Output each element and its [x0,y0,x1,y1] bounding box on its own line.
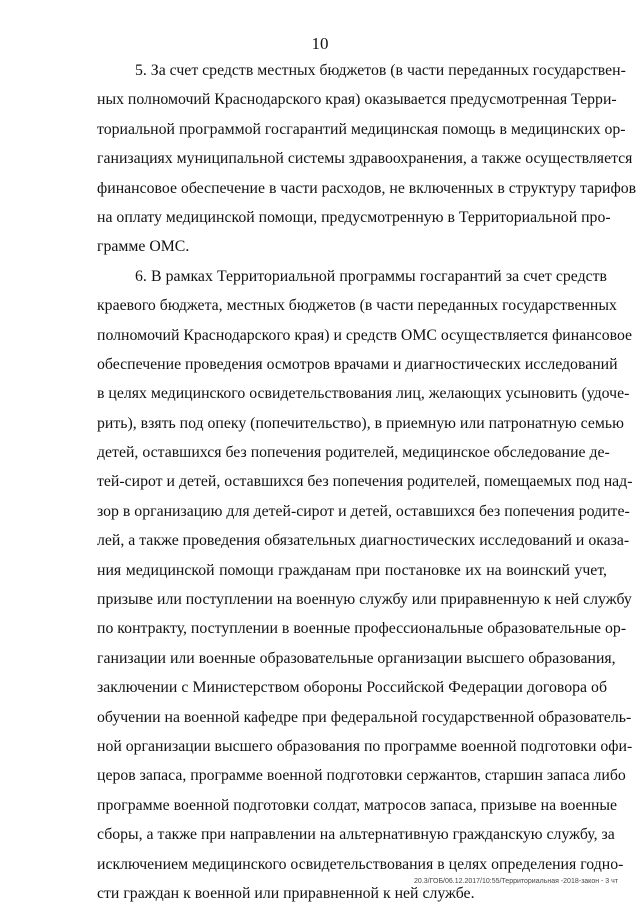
text-line: призыве или поступлении на военную службу или приравненную к ней службу [97,591,632,609]
text-line: сборы, а также при направлении на альтернативную гражданскую службу, за [97,826,615,844]
text-line: тей-сирот и детей, оставшихся без попечения родителей, помещаемых под над- [97,473,633,491]
text-line: обучении на военной кафедре при федеральной государственной образователь- [97,708,632,726]
text-line: ганизациях муниципальной системы здравоохранения, а также осуществляется [97,150,633,168]
text-line: 5. За счет средств местных бюджетов (в части переданных государствен- [135,62,626,79]
text-line: на оплату медицинской помощи, предусмотренную в Территориальной про- [97,208,611,226]
text-line: краевого бюджета, местных бюджетов (в части переданных государственных [97,297,617,315]
text-line: заключении с Министерством обороны Российской Федерации договора об [97,679,607,697]
document-body [97,56,637,908]
text-line: церов запаса, программе военной подготовки сержантов, старшин запаса либо [97,767,626,785]
text-line: лей, а также проведения обязательных диагностических исследований и оказа- [97,532,630,550]
page-number: 10 [311,34,329,53]
text-line: обеспечение проведения осмотров врачами и диагностических исследований [97,355,618,373]
text-line: сти граждан к военной или приравненной к ней службе. [97,884,475,902]
text-line: финансовое обеспечение в части расходов, не включенных в структуру тарифов [97,179,637,197]
paragraph-6 [97,262,633,908]
text-line: программе военной подготовки солдат, матросов запаса, призыве на военные [97,796,618,814]
text-line: в целях медицинского освидетельствования лиц, желающих усыновить (удоче- [97,385,630,403]
text-line: детей, оставшихся без попечения родителей, медицинское обследование де- [97,444,610,462]
paragraph-5 [97,56,637,262]
text-line: ной организации высшего образования по программе военной подготовки офи- [97,737,633,755]
text-line: ных полномочий Краснодарского края) оказывается предусмотренная Терри- [97,91,617,109]
text-line: по контракту, поступлении в военные профессиональные образовательные ор- [97,620,627,638]
text-line: ния медицинской помощи гражданам при постановке их на воинский учет, [97,561,607,579]
document-footer-stamp: 20.3/ГОБ/06.12.2017/10:55/Территориальная -2018-закон - 3 чт [414,878,618,885]
text-line: грамме ОМС. [97,238,190,256]
text-line: ганизации или военные образовательные организации высшего образования, [97,649,616,667]
text-line: исключением медицинского освидетельствования в целях определения годно- [97,855,624,873]
text-line: зор в организацию для детей-сирот и детей, оставшихся без попечения родите- [97,502,630,520]
text-line: полномочий Краснодарского края) и средств ОМС осуществляется финансовое [97,326,633,344]
text-line: ториальной программой госгарантий медицинская помощь в медицинских ор- [97,120,626,138]
text-line: 6. В рамках Территориальной программы госгарантий за счет средств [135,267,607,285]
text-line: рить), взять под опеку (попечительство), в приемную или патронатную семью [97,414,624,432]
